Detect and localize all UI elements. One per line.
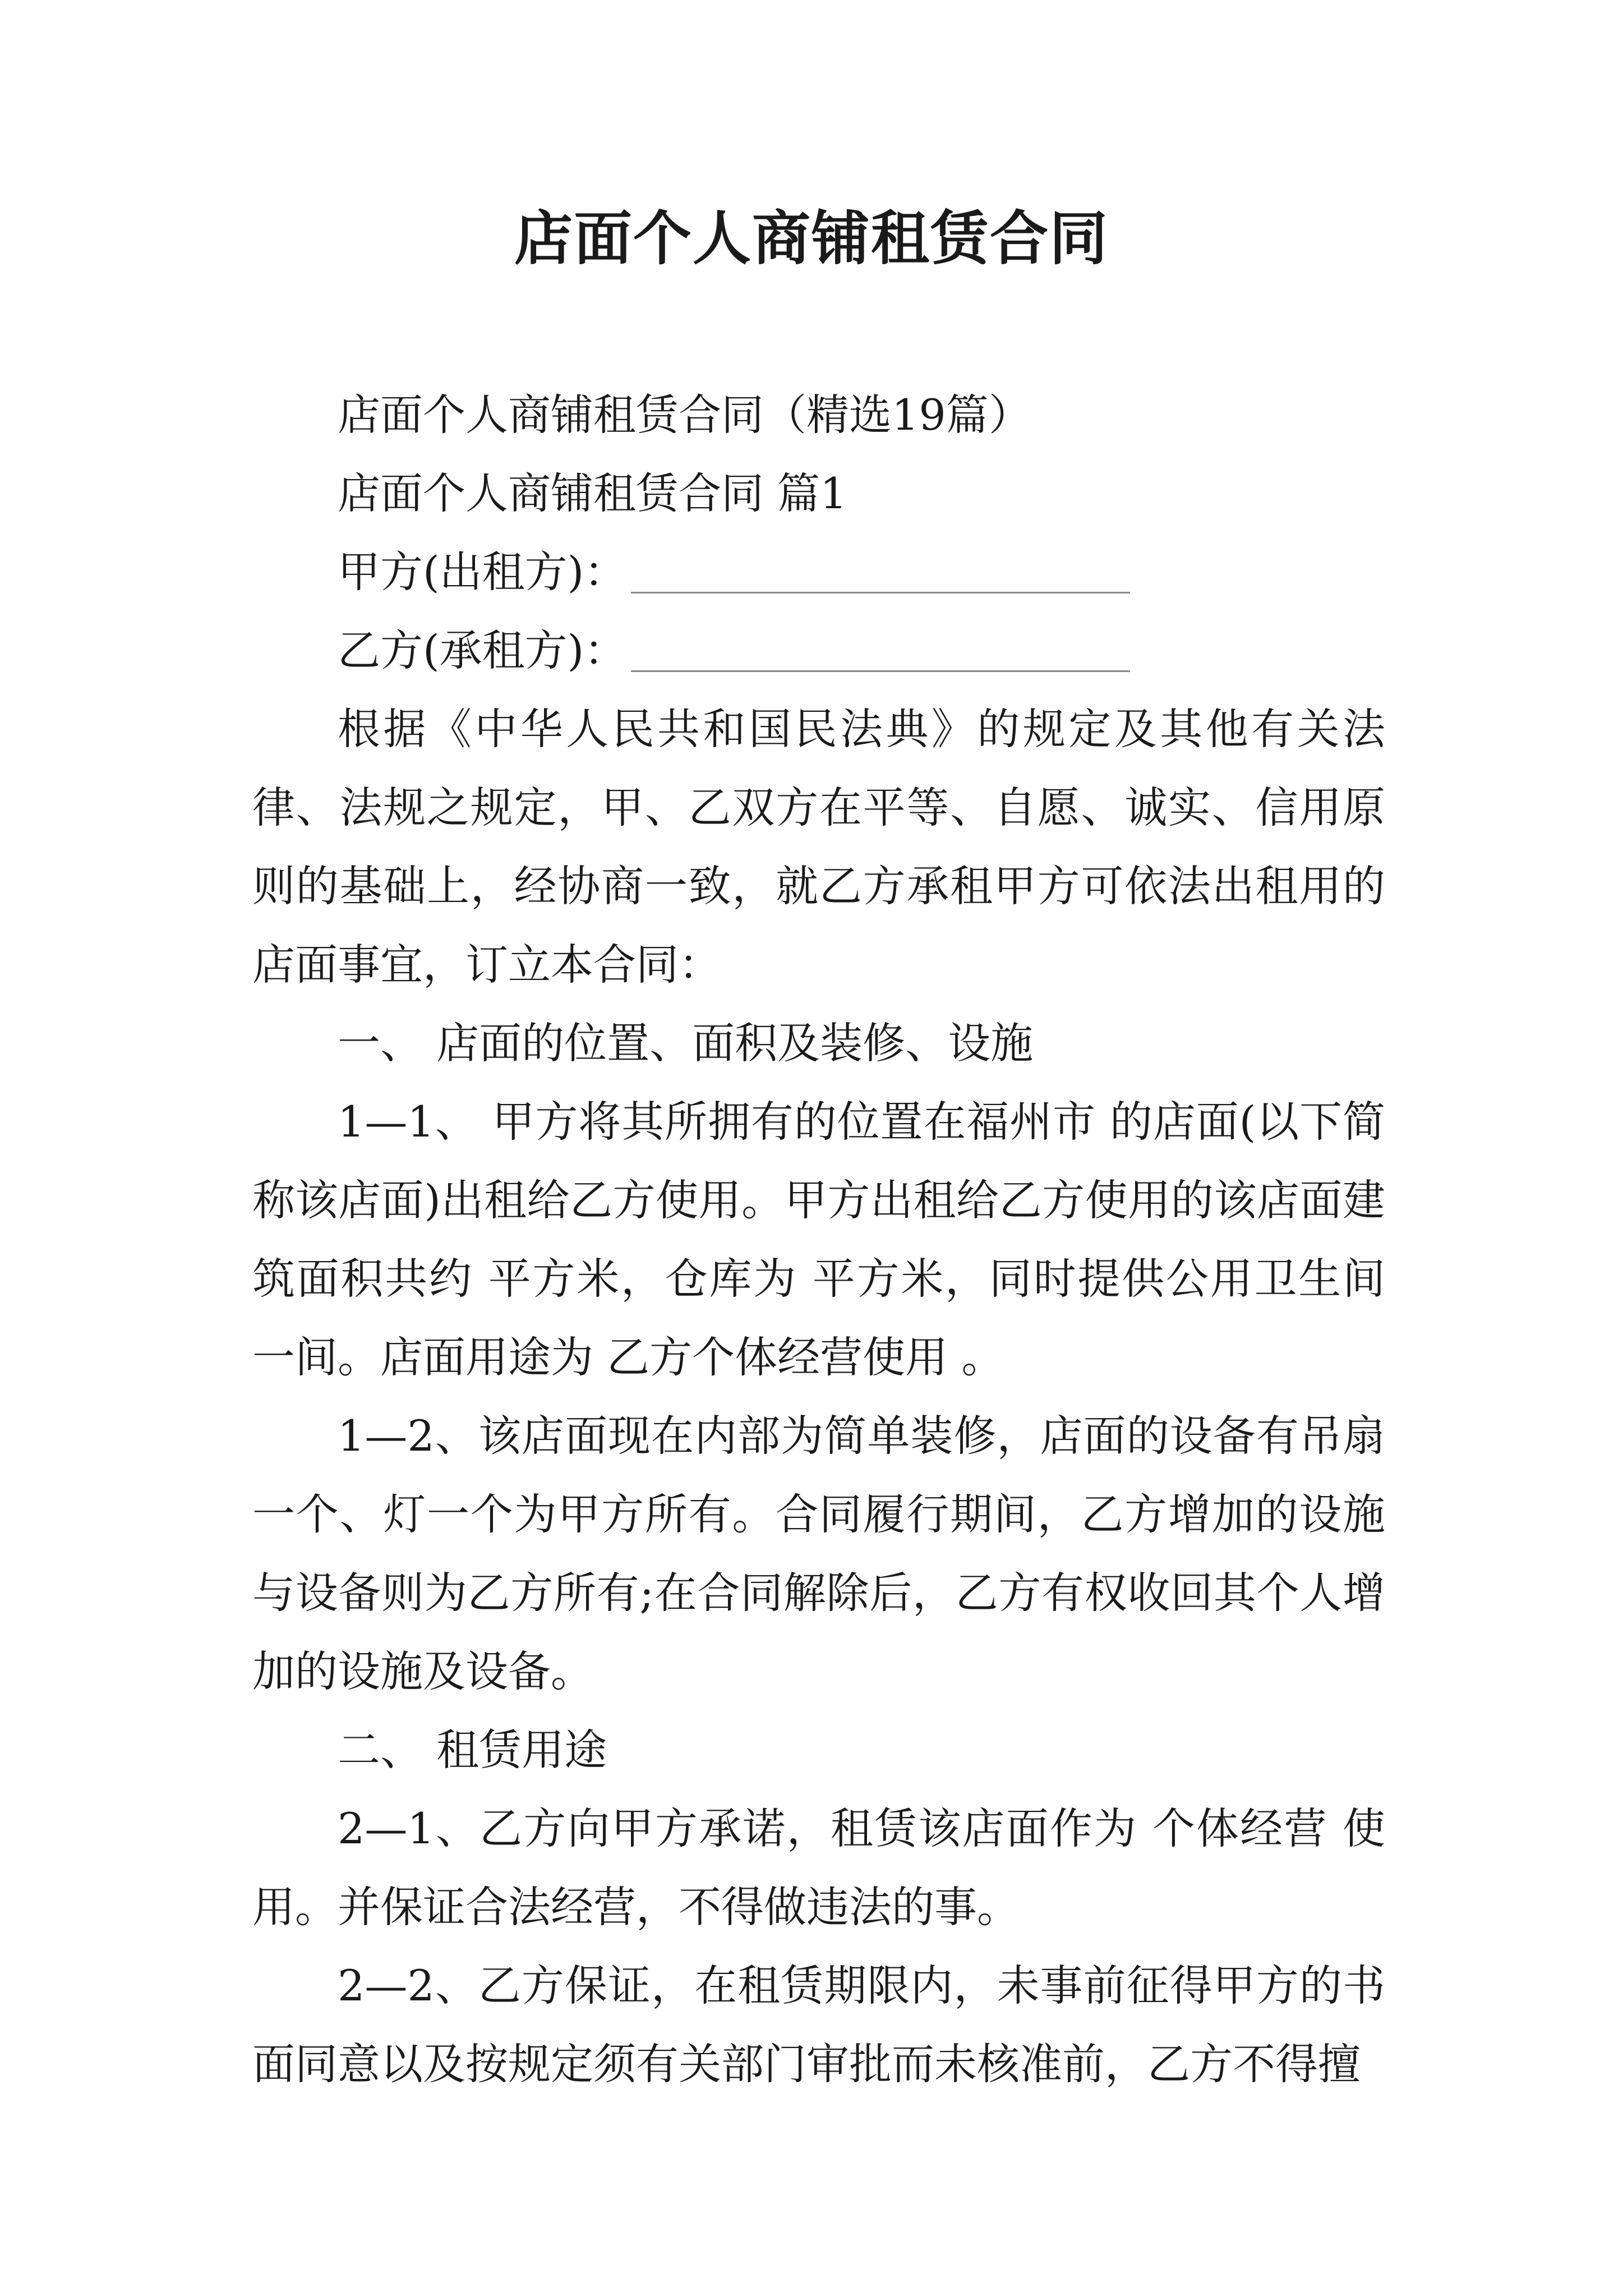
party-a-line <box>252 533 1385 611</box>
clause-heading-1: 一、 店面的位置、面积及装修、设施 <box>338 1018 1034 1068</box>
clause-2-1: 2—1、乙方向甲方承诺，租赁该店面作为 个体经营 使用。并保证合法经营，不得做违法的事。 <box>252 1803 1385 1932</box>
clause-1-2: 1—2、该店面现在内部为简单装修，店面的设备有吊扇一个、灯一个为甲方所有。合同履行期间，乙方增加的设施与设备则为乙方所有;在合同解除后，乙方有权收回其个人增加的设施及设备。 <box>252 1411 1385 1696</box>
paragraph-preamble: 根据《中华人民共和国民法典》的规定及其他有关法律、法规之规定，甲、乙双方在平等、自愿、诚实、信用原则的基础上，经协商一致，就乙方承租甲方可依法出租用的店面事宜，订立本合同： <box>252 704 1385 990</box>
party-b-label: 乙方(承租方)： <box>338 625 627 675</box>
document-body <box>252 376 1385 2104</box>
document-subtitle: 店面个人商铺租赁合同（精选19篇） <box>338 390 1031 440</box>
section-heading: 店面个人商铺租赁合同 篇1 <box>338 468 847 518</box>
clause-2-2: 2—2、乙方保证，在租赁期限内，未事前征得甲方的书面同意以及按规定须有关部门审批而未核准前，乙方不得擅 <box>252 1961 1385 2089</box>
party-a-label: 甲方(出租方)： <box>338 547 627 597</box>
party-a-blank <box>631 558 1130 593</box>
party-b-blank <box>631 637 1130 672</box>
document-title: 店面个人商铺租赁合同 <box>514 204 1109 273</box>
clause-1-1: 1—1、 甲方将其所拥有的位置在福州市 的店面(以下简称该店面)出租给乙方使用。甲方出租给乙方使用的该店面建筑面积共约 平方米，仓库为 平方米，同时提供公用卫生间一间。店面用途为 乙方个体经营使用 。 <box>252 1097 1385 1382</box>
party-b-line <box>252 611 1385 690</box>
clause-heading-2: 二、 租赁用途 <box>338 1725 607 1775</box>
